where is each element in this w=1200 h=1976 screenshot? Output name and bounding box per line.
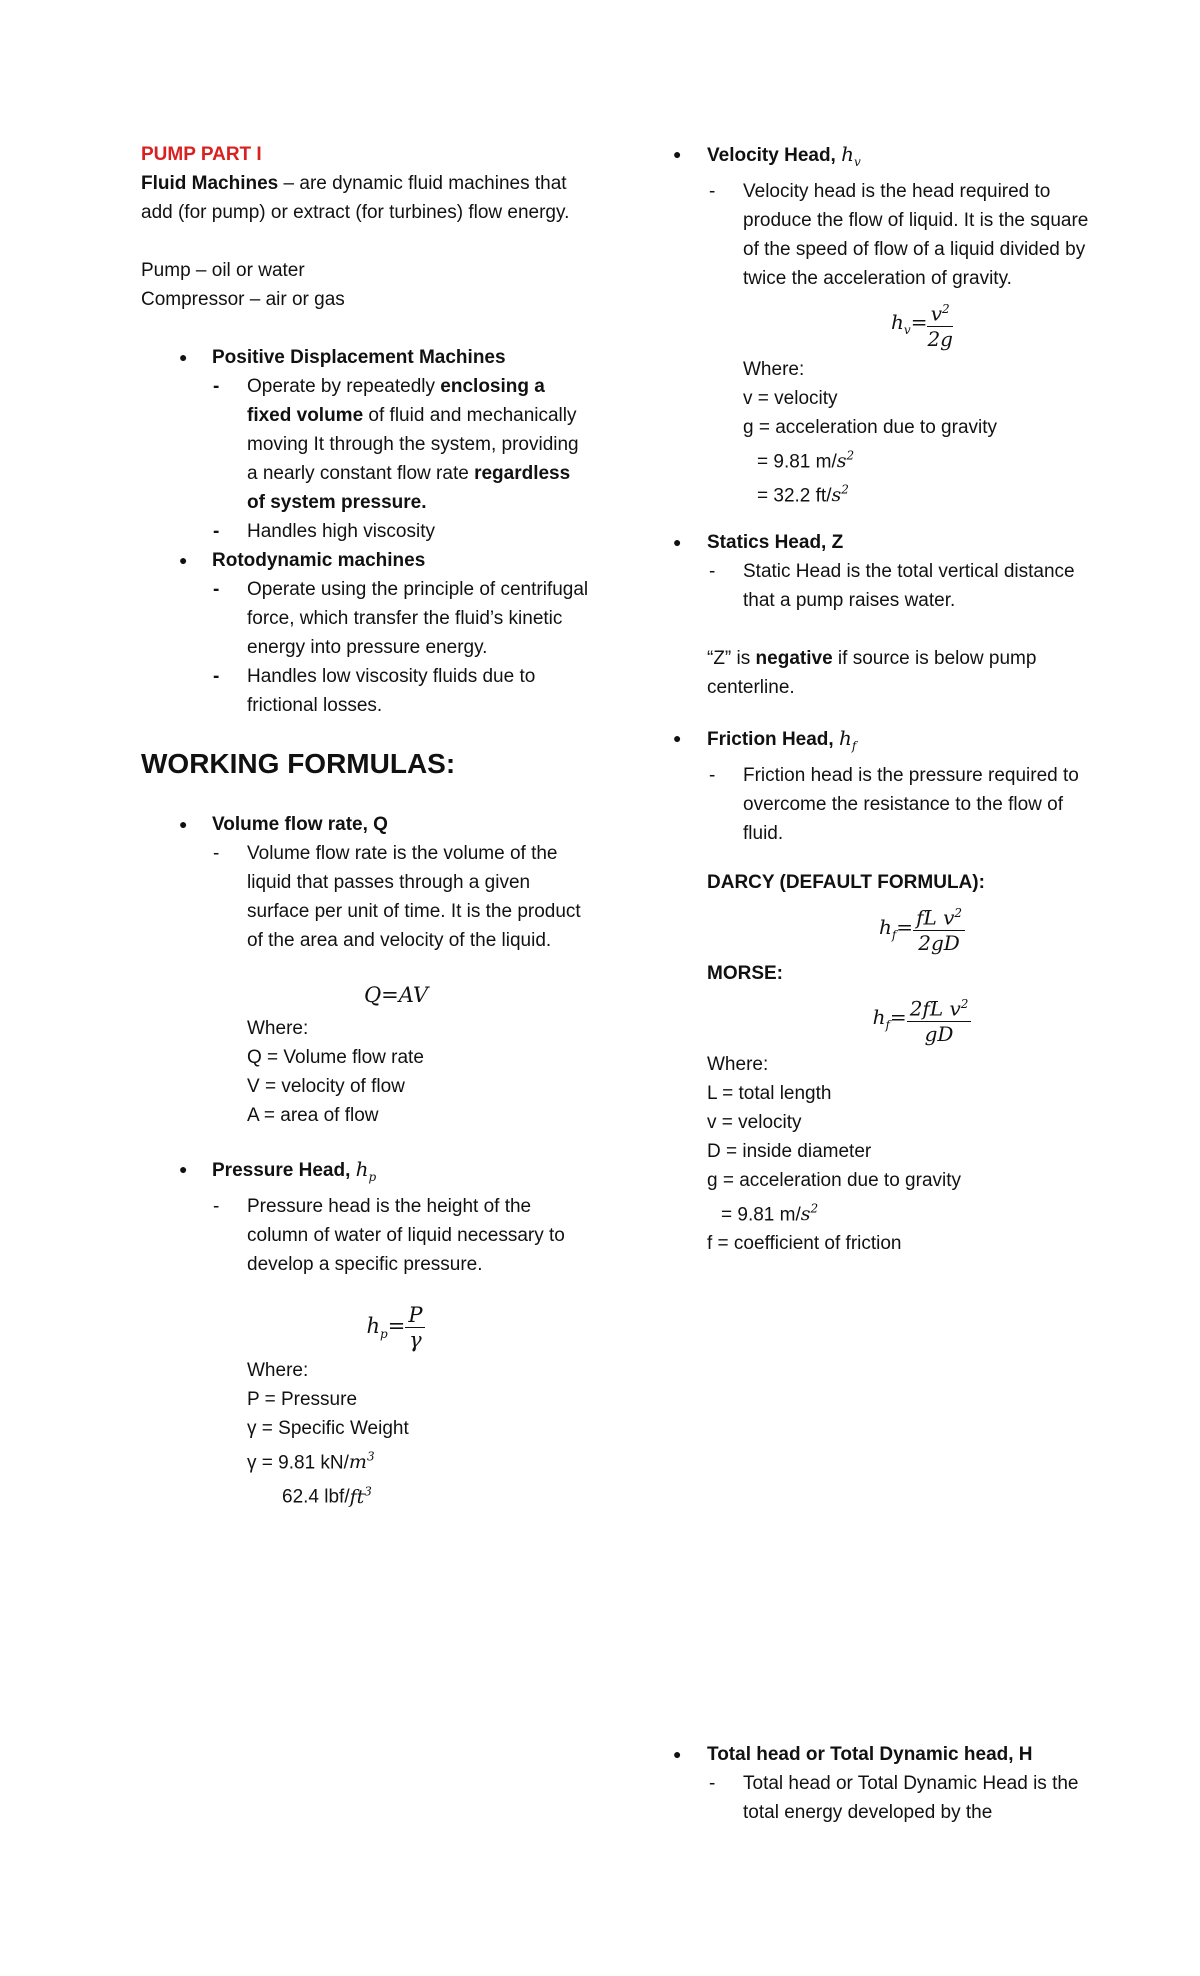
vh-numerator: $v^2$ [927, 297, 953, 327]
fh-where-g: g = acceleration due to gravity [707, 1169, 962, 1191]
dash-icon: - [213, 666, 220, 687]
fh-where-g-si [707, 1195, 1107, 1229]
roto-item-1 [141, 575, 591, 662]
vfr-where-q: Q = Volume flow rate [247, 1047, 424, 1068]
bullet-icon: ● [673, 730, 682, 747]
dash-icon: - [213, 376, 220, 397]
ph-numerator: P [405, 1303, 425, 1328]
fh-where: Where: [707, 1053, 769, 1075]
ph-where-gamma: γ = Specific Weight [247, 1418, 409, 1439]
vh-fraction [927, 297, 953, 351]
pdm-item-1-c: of fluid and mechanically moving It through the system, providing a nearly constant flow rate [247, 405, 579, 484]
total-head-section [673, 1740, 1107, 1827]
working-formulas-heading: WORKING FORMULAS: [141, 748, 456, 779]
roto-heading-text: Rotodynamic machines [212, 550, 426, 571]
ph-formula [141, 1303, 591, 1352]
ft3-unit: $ft^3$ [349, 1484, 372, 1508]
sh-note [707, 644, 1107, 702]
vh-g-us-text: = 32.2 ft/ [757, 485, 832, 507]
hf-symbol: $h_f$ [838, 726, 857, 754]
sh-note-c: if source is below pump centerline. [707, 648, 1037, 699]
vh-g-si-text: = 9.81 m/ [757, 450, 837, 472]
dash-icon: - [213, 521, 220, 542]
vfr-where-v: V = velocity of flow [247, 1076, 405, 1097]
vfr-where-a: A = area of flow [247, 1105, 379, 1126]
morse-denominator: gD [924, 1021, 954, 1046]
dash-icon: - [213, 579, 220, 600]
fh-where-d: D = inside diameter [707, 1140, 872, 1162]
vh-desc [707, 177, 1107, 293]
darcy-formula [707, 901, 1107, 955]
left-column [141, 140, 591, 1512]
fluid-machines-definition [141, 169, 591, 227]
darcy-label-text: DARCY (DEFAULT FORMULA): [707, 872, 985, 894]
ph-denominator: γ [409, 1328, 422, 1352]
fh-where-v: v = velocity [707, 1111, 802, 1133]
bullet-icon: ● [673, 1746, 682, 1762]
roto-item-2-text: Handles low viscosity fluids due to frictional losses. [247, 666, 536, 716]
roto-heading [141, 546, 591, 575]
vh-heading [673, 140, 1107, 177]
sh-heading [673, 528, 1107, 557]
th-heading [673, 1740, 1107, 1769]
morse-formula-lhs: $h_f=$ [872, 1005, 907, 1033]
vh-where-g-si [707, 442, 1107, 476]
ph-heading [141, 1155, 591, 1192]
darcy-denominator: 2gD [918, 930, 960, 955]
vfr-heading-text: Volume flow rate, Q [212, 814, 388, 835]
vh-formula [707, 297, 1107, 351]
dash-icon: - [709, 181, 716, 202]
vh-desc-text: Velocity head is the head required to produce the flow of liquid. It is the square of the speed of flow of a liquid divided by twice the acceleration of gravity. [743, 181, 1089, 289]
vh-denominator: 2g [927, 326, 953, 351]
s2-unit: $s^2$ [831, 482, 849, 507]
morse-label [707, 959, 1107, 988]
compressor-line: Compressor – air or gas [141, 289, 345, 310]
vh-where-g: g = acceleration due to gravity [743, 416, 998, 438]
dash-icon: - [213, 1196, 220, 1217]
sh-note-a: “Z” is [707, 648, 756, 670]
darcy-label [707, 868, 1107, 897]
bullet-icon: ● [179, 816, 188, 832]
m3-unit: $m^3$ [348, 1450, 375, 1474]
fh-g-si-text: = 9.81 m/ [721, 1203, 801, 1225]
pdm-item-1 [141, 372, 591, 517]
darcy-fraction [913, 901, 965, 955]
ph-fraction [405, 1303, 425, 1352]
darcy-formula-lhs: $h_f=$ [878, 914, 914, 942]
fluid-machines-label: Fluid Machines [141, 173, 279, 194]
pdm-heading [141, 343, 591, 372]
pdm-item-2-text: Handles high viscosity [247, 521, 435, 542]
fluid-machines-text: – are dynamic fluid machines that add (for pump) or extract (for turbines) flow energy. [141, 173, 570, 223]
pdm-item-1-a: Operate by repeatedly [247, 376, 441, 397]
roto-item-2 [141, 662, 591, 720]
bullet-icon: ● [673, 146, 682, 162]
fh-heading [673, 724, 1107, 761]
sh-note-b: negative [755, 648, 833, 670]
vh-where-g-us [707, 476, 1107, 510]
vfr-formula: Q=AV [363, 983, 429, 1007]
vh-where: Where: [743, 358, 805, 380]
dash-icon: - [213, 843, 220, 864]
ph-where-gamma-si [141, 1443, 591, 1477]
vfr-heading [141, 810, 591, 839]
morse-label-text: MORSE: [707, 962, 783, 984]
vfr-desc-text: Volume flow rate is the volume of the liquid that passes through a given surface per unit of time. It is the product of the area and velocity of the liquid. [247, 843, 581, 951]
vfr-desc [141, 839, 591, 955]
th-desc [707, 1769, 1107, 1827]
morse-fraction [907, 992, 972, 1046]
right-column [673, 140, 1107, 1258]
pdm-heading-text: Positive Displacement Machines [212, 347, 506, 368]
s2-unit: $s^2$ [836, 448, 855, 472]
fh-where-l: L = total length [707, 1082, 832, 1104]
fh-heading-text: Friction Head, [707, 729, 839, 751]
pdm-item-1-b: enclosing a fixed volume [247, 376, 545, 426]
bullet-icon: ● [673, 534, 682, 551]
fh-desc-text: Friction head is the pressure required to overcome the resistance to the flow of fluid. [743, 765, 1079, 845]
bullet-icon: ● [179, 552, 188, 568]
th-desc-text: Total head or Total Dynamic Head is the total energy developed by the [743, 1773, 1079, 1823]
morse-formula [707, 992, 1107, 1046]
ph-where: Where: [247, 1360, 309, 1381]
darcy-numerator: fL $v^2$ [913, 901, 965, 931]
fh-where-f: f = coefficient of friction [707, 1232, 902, 1254]
hp-symbol: $h_p$ [355, 1157, 377, 1184]
morse-numerator: 2fL $v^2$ [907, 992, 972, 1022]
fh-desc [707, 761, 1107, 848]
dash-icon: - [709, 765, 716, 787]
ph-where-p: P = Pressure [247, 1389, 358, 1410]
pdm-item-2 [141, 517, 591, 546]
bullet-icon: ● [179, 349, 188, 365]
ph-gamma-si-text: γ = 9.81 kN/ [247, 1452, 349, 1474]
page-title: PUMP PART I [141, 144, 262, 165]
vh-formula-lhs: $h_v=$ [891, 310, 928, 338]
pdm-item-1-d: regardless of system pressure. [247, 463, 571, 513]
sh-desc-text: Static Head is the total vertical distance that a pump raises water. [743, 561, 1075, 612]
ph-desc-text: Pressure head is the height of the column of water of liquid necessary to develop a specific pressure. [247, 1196, 565, 1275]
s2-unit: $s^2$ [800, 1201, 819, 1225]
vh-where-v: v = velocity [743, 387, 838, 409]
th-heading-text: Total head or Total Dynamic head, H [707, 1744, 1033, 1765]
ph-desc [141, 1192, 591, 1279]
dash-icon: - [709, 561, 716, 583]
dash-icon: - [709, 1773, 716, 1794]
ph-heading-text: Pressure Head, [212, 1160, 356, 1181]
roto-item-1-text: Operate using the principle of centrifugal force, which transfer the fluid’s kinetic energy into pressure energy. [247, 579, 589, 658]
vh-heading-text: Velocity Head, [707, 145, 842, 166]
bullet-icon: ● [179, 1161, 188, 1177]
ph-formula-lhs: $h_p=$ [366, 1314, 406, 1342]
sh-heading-text: Statics Head, Z [707, 532, 844, 554]
vfr-where: Where: [247, 1018, 309, 1039]
hv-symbol: $h_v$ [841, 142, 861, 169]
sh-desc [707, 557, 1107, 615]
pump-line: Pump – oil or water [141, 260, 305, 281]
ph-gamma-us-text: 62.4 lbf/ [282, 1486, 350, 1508]
ph-where-gamma-us [141, 1477, 591, 1511]
